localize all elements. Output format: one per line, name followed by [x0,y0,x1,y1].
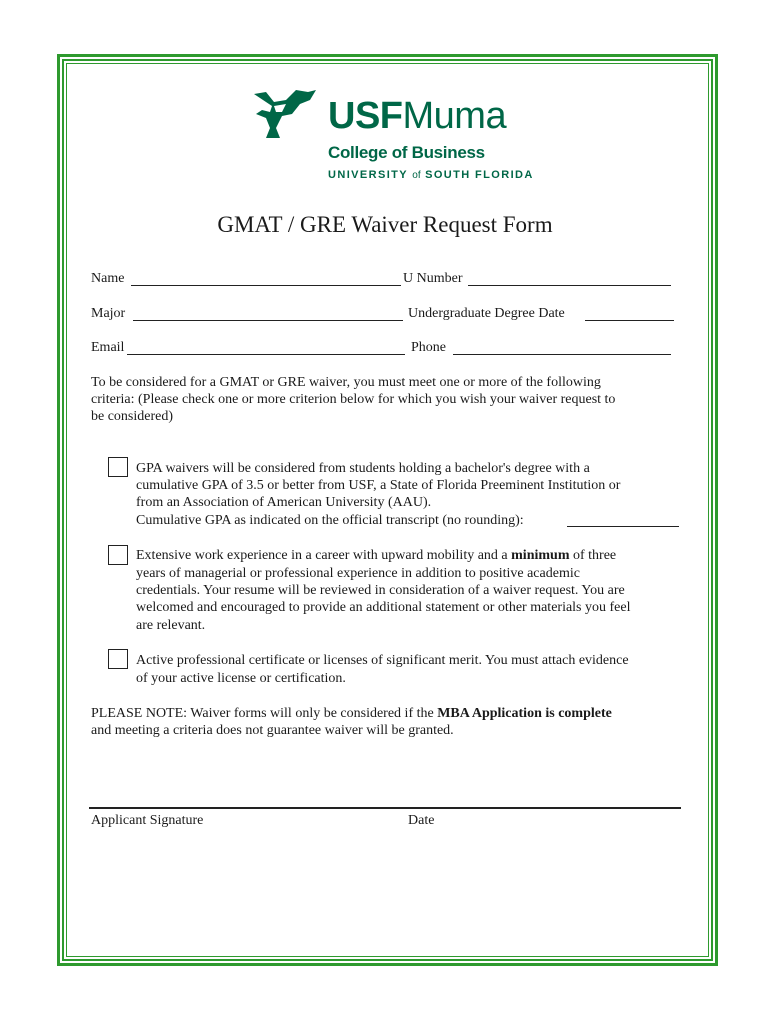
intro-line-3: be considered) [91,409,174,424]
unumber-field[interactable] [468,285,671,286]
degree-date-field[interactable] [585,320,674,321]
major-label: Major [91,306,126,321]
intro-line-1: To be considered for a GMAT or GRE waiver, you must meet one or more of the following [91,375,601,390]
gpa-value-field[interactable] [567,526,679,527]
name-label: Name [91,271,125,286]
logo-college: College of Business [328,143,485,162]
experience-checkbox[interactable] [108,545,128,565]
phone-field[interactable] [453,354,671,355]
logo-univ-part2: SOUTH FLORIDA [425,169,534,181]
signature-line[interactable] [89,807,681,809]
note-mba-complete: MBA Application is complete [437,706,612,721]
name-field[interactable] [131,285,401,286]
gpa-line-3: from an Association of American University (AAU). [136,495,432,510]
experience-line-3: credentials. Your resume will be reviewed in consideration of a waiver request. You are [136,583,625,598]
logo-usf: USF [328,95,403,137]
license-checkbox[interactable] [108,649,128,669]
email-label: Email [91,340,125,355]
unumber-label: U Number [403,271,463,286]
experience-line-4: welcomed and encouraged to provide an additional statement or other materials you feel [136,600,631,615]
email-field[interactable] [127,354,405,355]
gpa-line-1: GPA waivers will be considered from students holding a bachelor's degree with a [136,461,590,476]
form-title: GMAT / GRE Waiver Request Form [217,212,553,237]
gpa-line-2: cumulative GPA of 3.5 or better from USF, a State of Florida Preeminent Institution or [136,478,621,493]
logo-wordmark [328,96,506,136]
experience-line-2: years of managerial or professional experience in addition to positive academic [136,566,580,581]
experience-line-1 [136,547,616,564]
license-line-2: of your active license or certification. [136,671,346,686]
logo-univ-part1: UNIVERSITY [328,169,408,181]
experience-line-5: are relevant. [136,618,206,633]
experience-line-1c: of three [569,548,617,563]
usf-bull-logo-icon [252,88,318,140]
note-line-1a: PLEASE NOTE: Waiver forms will only be considered if the [91,706,438,721]
gpa-checkbox[interactable] [108,457,128,477]
phone-label: Phone [411,340,446,355]
gpa-line-4: Cumulative GPA as indicated on the official transcript (no rounding): [136,513,524,528]
degree-date-label: Undergraduate Degree Date [408,306,565,321]
experience-line-1a: Extensive work experience in a career with upward mobility and a [136,548,512,563]
experience-minimum: minimum [511,548,570,563]
applicant-signature-label: Applicant Signature [91,813,204,828]
intro-line-2: criteria: (Please check one or more criterion below for which you wish your waiver request to [91,392,616,407]
note-line-1 [91,705,612,722]
date-label: Date [408,813,435,828]
note-line-2: and meeting a criteria does not guarantee waiver will be granted. [91,723,454,738]
license-line-1: Active professional certificate or licenses of significant merit. You must attach evidence [136,653,629,668]
major-field[interactable] [133,320,403,321]
logo-muma: Muma [402,95,507,137]
logo-university [328,169,534,181]
logo-univ-of: of [412,170,421,181]
